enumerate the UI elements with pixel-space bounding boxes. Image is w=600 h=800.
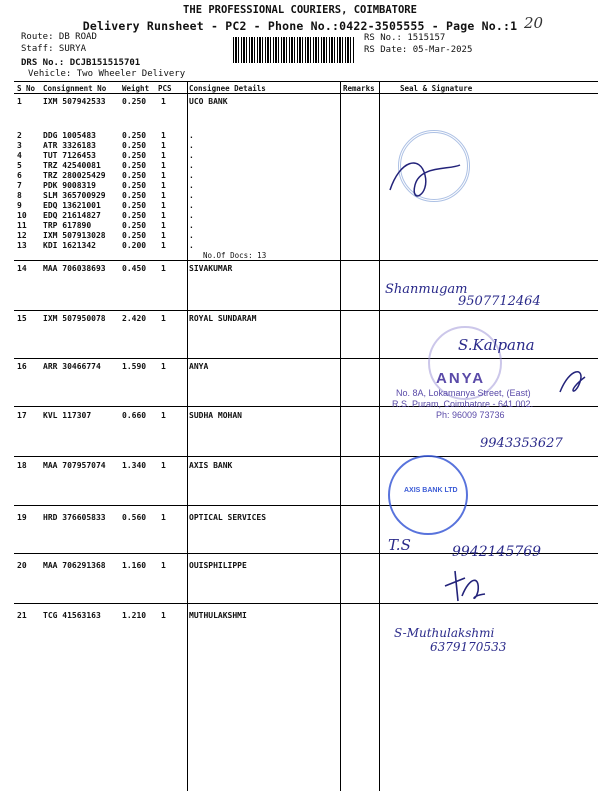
- row-consignment: SLM 365700929: [43, 191, 106, 200]
- row-sno: 20: [17, 561, 27, 570]
- row-weight: 0.250: [122, 221, 147, 230]
- row-divider: [14, 456, 598, 457]
- row-consignee: .: [189, 211, 194, 220]
- row-weight: 2.420: [122, 314, 147, 323]
- no-of-docs: No.Of Docs: 13: [203, 251, 267, 260]
- row-pcs: 1: [161, 611, 166, 620]
- col-header-weight: Weight: [122, 84, 150, 93]
- row-pcs: 1: [161, 461, 166, 470]
- row-consignee: .: [189, 141, 194, 150]
- row-sno: 16: [17, 362, 27, 371]
- row-consignment: MAA 706291368: [43, 561, 106, 570]
- row-consignee: SUDHA MOHAN: [189, 411, 242, 420]
- row-consignee: .: [189, 231, 194, 240]
- row-consignee: OPTICAL SERVICES: [189, 513, 267, 522]
- anya-stamp-name: ANYA: [436, 370, 486, 387]
- row-consignment: IXM 507942533: [43, 97, 106, 106]
- row-weight: 1.160: [122, 561, 147, 570]
- row-pcs: 1: [161, 561, 166, 570]
- anya-stamp-phone: Ph: 96009 73736: [436, 410, 505, 420]
- row-weight: 0.560: [122, 513, 147, 522]
- row-consignee: .: [189, 221, 194, 230]
- row-pcs: 1: [161, 241, 166, 250]
- row-pcs: 1: [161, 97, 166, 106]
- row-consignee: ROYAL SUNDARAM: [189, 314, 257, 323]
- row-pcs: 1: [161, 264, 166, 273]
- axis-bank-stamp-text: AXIS BANK LTD: [404, 487, 458, 494]
- row-pcs: 1: [161, 411, 166, 420]
- company-title: THE PROFESSIONAL COURIERS, COIMBATORE: [183, 4, 417, 16]
- uco-signature: [380, 150, 470, 210]
- row-consignment: TUT 7126453: [43, 151, 96, 160]
- staff: Staff: SURYA: [21, 44, 87, 54]
- row-divider: [14, 310, 598, 311]
- row-divider: [14, 358, 598, 359]
- row-consignment: MAA 707957074: [43, 461, 106, 470]
- axis-bank-stamp: [388, 455, 468, 535]
- row-sno: 1: [17, 97, 22, 106]
- row-sno: 19: [17, 513, 27, 522]
- row-consignment: ARR 30466774: [43, 362, 101, 371]
- row-pcs: 1: [161, 314, 166, 323]
- table-top-border: [14, 81, 598, 82]
- row-consignment: TRZ 280025429: [43, 171, 106, 180]
- row-consignment: PDK 9008319: [43, 181, 96, 190]
- row-pcs: 1: [161, 161, 166, 170]
- row-consignee: .: [189, 131, 194, 140]
- row-consignee: OUISPHILIPPE: [189, 561, 247, 570]
- row-weight: 0.250: [122, 181, 147, 190]
- phone-row19: 9942145769: [452, 544, 542, 560]
- col-header-seal: Seal & Signature: [400, 84, 473, 93]
- row-weight: 1.590: [122, 362, 147, 371]
- handwritten-page-number: 20: [524, 14, 544, 32]
- row-sno: 21: [17, 611, 27, 620]
- row-weight: 0.250: [122, 191, 147, 200]
- row-consignee: MUTHULAKSHMI: [189, 611, 247, 620]
- row-consignment: KVL 117307: [43, 411, 92, 420]
- row-divider: [14, 260, 598, 261]
- rs-number: RS No.: 1515157: [364, 33, 446, 43]
- row-consignee: .: [189, 161, 194, 170]
- row-weight: 0.250: [122, 171, 147, 180]
- row-consignment: HRD 376605833: [43, 513, 106, 522]
- row-divider: [14, 603, 598, 604]
- signature-row21: S-Muthulakshmi: [394, 626, 495, 640]
- row-weight: 0.250: [122, 161, 147, 170]
- row-weight: 0.660: [122, 411, 147, 420]
- row-weight: 0.250: [122, 231, 147, 240]
- row-weight: 1.210: [122, 611, 147, 620]
- col-header-pcs: PCS: [158, 84, 172, 93]
- row-weight: 0.200: [122, 241, 147, 250]
- row-consignment: DDG 1005483: [43, 131, 96, 140]
- row-consignment: MAA 706038693: [43, 264, 106, 273]
- row-sno: 4: [17, 151, 22, 160]
- row-pcs: 1: [161, 151, 166, 160]
- row-sno: 18: [17, 461, 27, 470]
- row-weight: 0.250: [122, 151, 147, 160]
- signature-row20: [440, 566, 490, 611]
- row-consignee: UCO BANK: [189, 97, 228, 106]
- row-consignee: AXIS BANK: [189, 461, 233, 470]
- row-consignee: ANYA: [189, 362, 209, 371]
- row-weight: 0.450: [122, 264, 147, 273]
- row-sno: 17: [17, 411, 27, 420]
- phone-row14: 9507712464: [458, 294, 541, 309]
- row-pcs: 1: [161, 231, 166, 240]
- col-header-consignment: Consignment No: [43, 84, 107, 93]
- row-consignment: IXM 507950078: [43, 314, 106, 323]
- row-sno: 15: [17, 314, 27, 323]
- row-pcs: 1: [161, 171, 166, 180]
- row-pcs: 1: [161, 221, 166, 230]
- row-pcs: 1: [161, 201, 166, 210]
- row-sno: 11: [17, 221, 27, 230]
- row-sno: 13: [17, 241, 27, 250]
- row-consignee: .: [189, 151, 194, 160]
- row-sno: 3: [17, 141, 22, 150]
- row-consignee: SIVAKUMAR: [189, 264, 233, 273]
- row-sno: 7: [17, 181, 22, 190]
- row-pcs: 1: [161, 181, 166, 190]
- drs-number: DRS No.: DCJB151515701: [21, 58, 141, 68]
- row-sno: 9: [17, 201, 22, 210]
- row-sno: 2: [17, 131, 22, 140]
- row-pcs: 1: [161, 131, 166, 140]
- row-weight: 0.250: [122, 97, 147, 106]
- rs-date: RS Date: 05-Mar-2025: [364, 45, 473, 55]
- row-sno: 10: [17, 211, 27, 220]
- row-pcs: 1: [161, 141, 166, 150]
- row-consignment: TRP 617890: [43, 221, 92, 230]
- row-weight: 0.250: [122, 211, 147, 220]
- row-sno: 8: [17, 191, 22, 200]
- route: Route: DB ROAD: [21, 32, 97, 42]
- col-header-sno: S No: [17, 84, 36, 93]
- row-consignee: .: [189, 181, 194, 190]
- row-pcs: 1: [161, 513, 166, 522]
- phone-row17: 9943353627: [480, 436, 563, 451]
- row-consignment: KDI 1621342: [43, 241, 96, 250]
- row-consignment: IXM 507913028: [43, 231, 106, 240]
- remarks-column-divider: [340, 81, 341, 791]
- anya-stamp-address1: No. 8A, Lokamanya Street, (East): [396, 388, 531, 398]
- signature-row19: T.S: [388, 536, 411, 554]
- row-pcs: 1: [161, 211, 166, 220]
- row-consignment: TRZ 42540081: [43, 161, 101, 170]
- vehicle: Vehicle: Two Wheeler Delivery: [28, 69, 186, 79]
- row-consignee: .: [189, 191, 194, 200]
- signature-row14: Shanmugam: [385, 282, 468, 297]
- row-weight: 0.250: [122, 201, 147, 210]
- anya-signature: [555, 362, 595, 402]
- row-consignment: TCG 41563163: [43, 611, 101, 620]
- row-sno: 5: [17, 161, 22, 170]
- col-header-consignee: Consignee Details: [189, 84, 266, 93]
- row-consignment: EDQ 13621001: [43, 201, 101, 210]
- row-consignment: ATR 3326183: [43, 141, 96, 150]
- row-consignee: .: [189, 201, 194, 210]
- col-header-remarks: Remarks: [343, 84, 375, 93]
- row-consignment: EDQ 21614827: [43, 211, 101, 220]
- row-weight: 1.340: [122, 461, 147, 470]
- row-pcs: 1: [161, 191, 166, 200]
- anya-stamp-address2: R.S. Puram, Coimbatore - 641 002.: [392, 399, 534, 409]
- barcode: [233, 37, 355, 63]
- row-sno: 14: [17, 264, 27, 273]
- row-sno: 12: [17, 231, 27, 240]
- row-weight: 0.250: [122, 131, 147, 140]
- row-consignee: .: [189, 171, 194, 180]
- phone-row21: 6379170533: [430, 640, 507, 654]
- row-weight: 0.250: [122, 141, 147, 150]
- consignee-column-divider: [187, 81, 188, 791]
- row-sno: 6: [17, 171, 22, 180]
- row-divider: [14, 505, 598, 506]
- row-pcs: 1: [161, 362, 166, 371]
- runsheet-title: Delivery Runsheet - PC2 - Phone No.:0422-3505555 - Page No.:1: [82, 19, 518, 33]
- signature-row16: S.Kalpana: [458, 336, 535, 354]
- table-header-border: [14, 93, 598, 94]
- row-consignee: .: [189, 241, 194, 250]
